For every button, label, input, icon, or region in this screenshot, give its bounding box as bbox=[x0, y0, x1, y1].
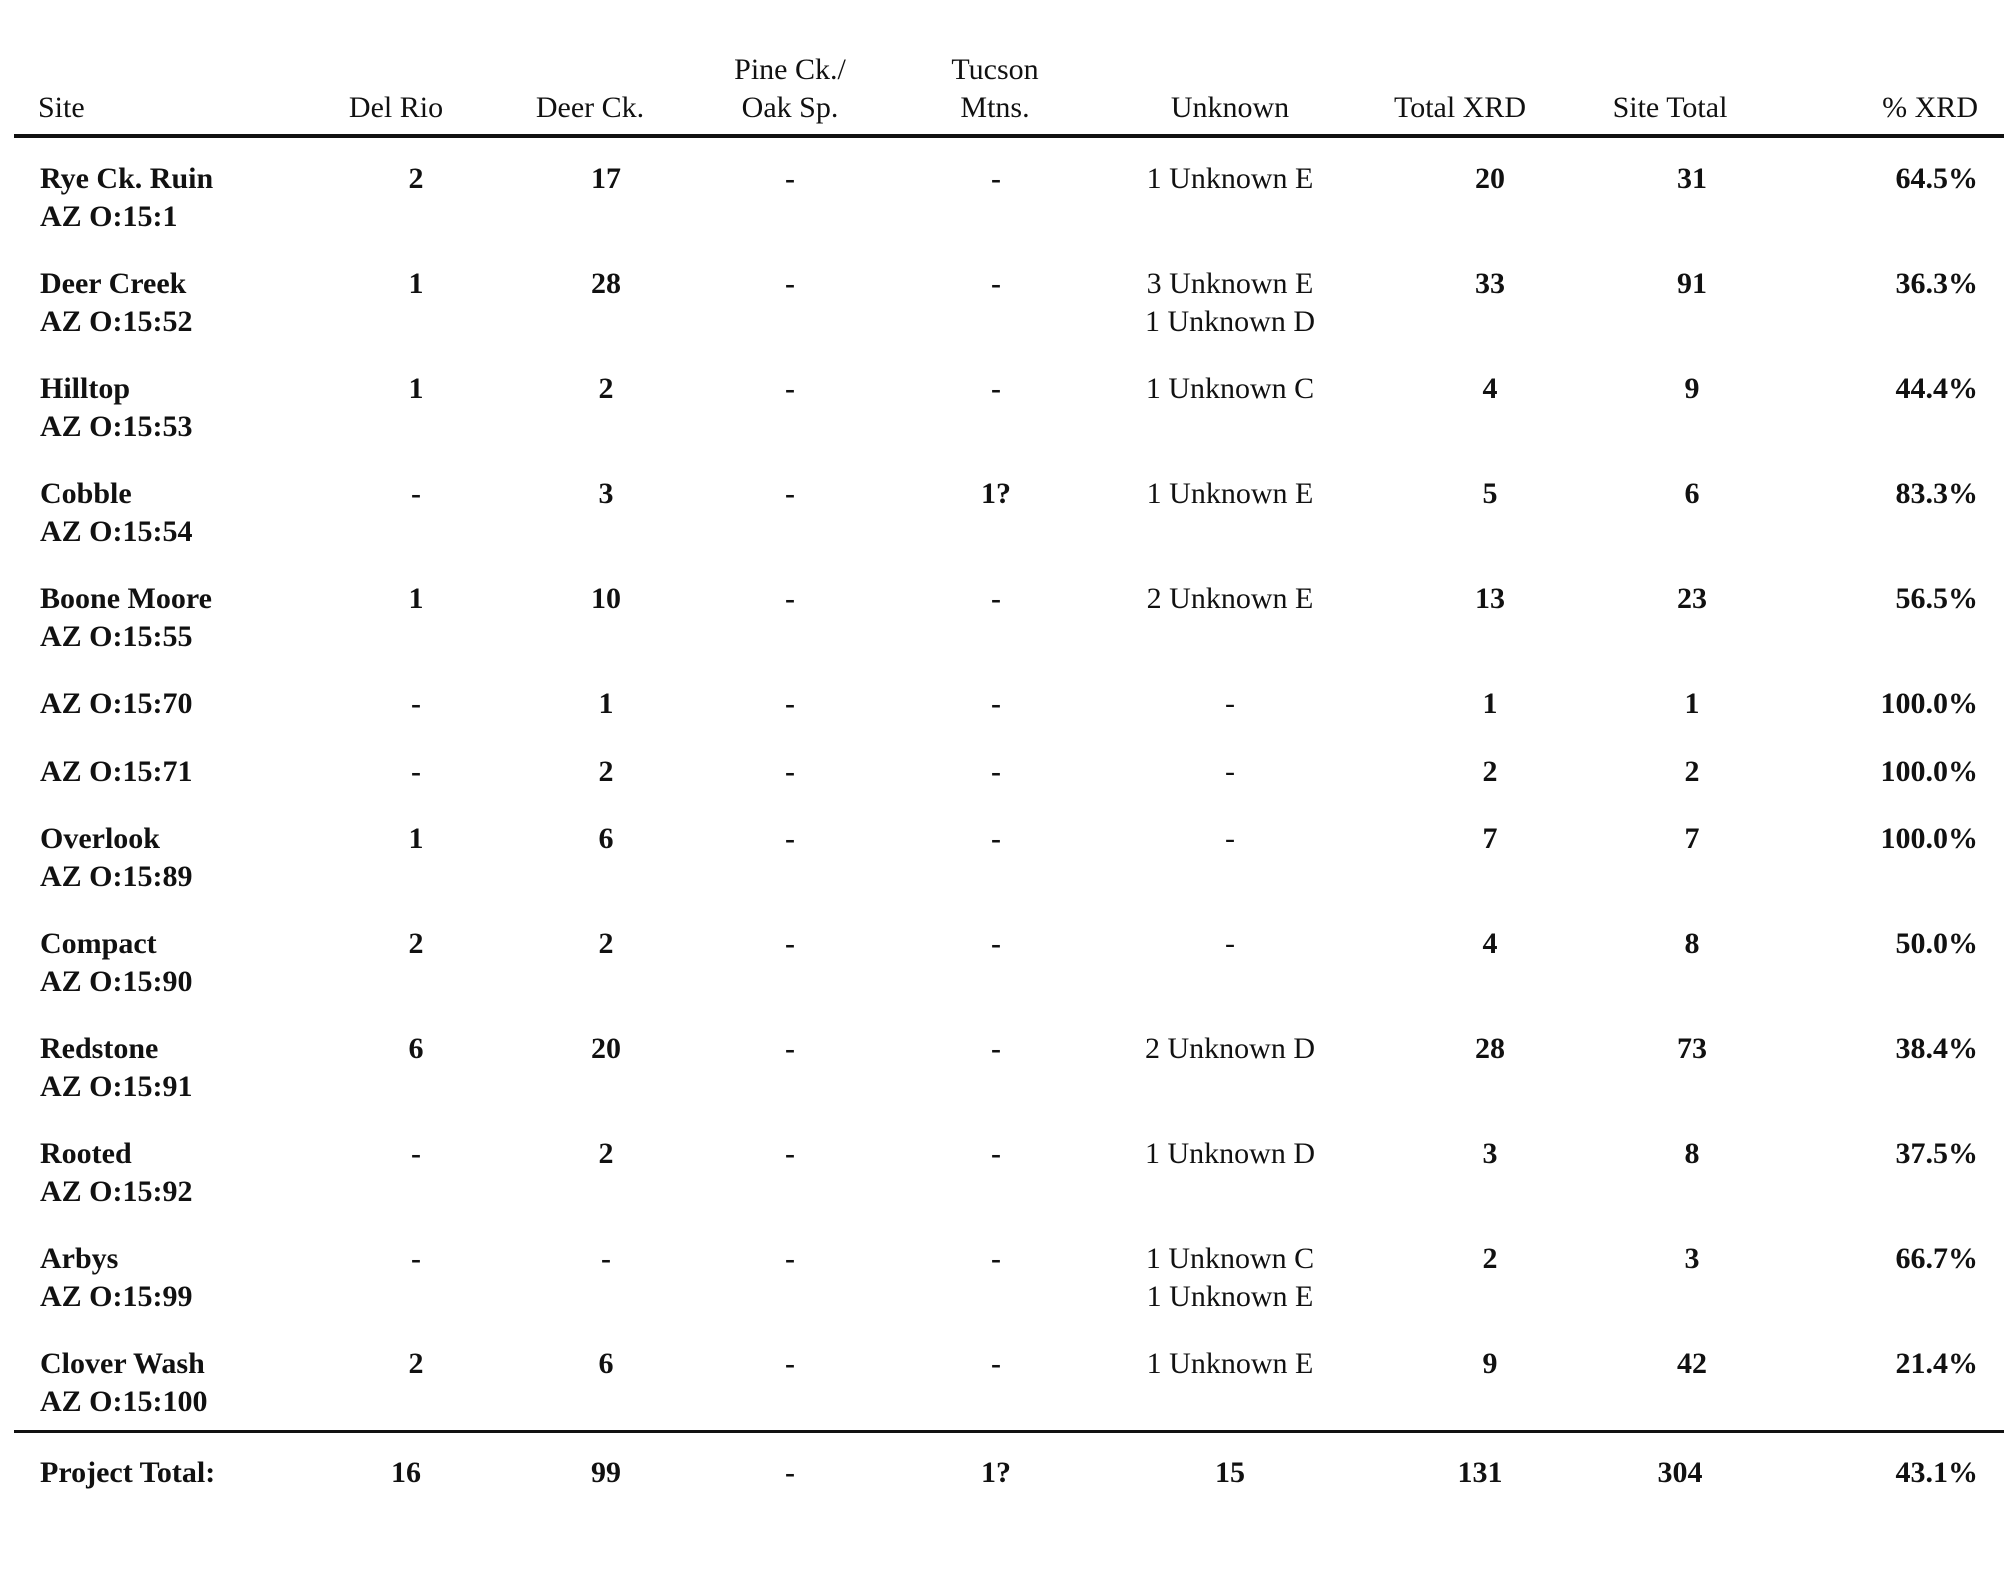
cell-unknown: 2 Unknown E bbox=[1146, 582, 1314, 615]
site-name: Hilltop bbox=[40, 372, 131, 405]
cell-unknown: - bbox=[1225, 687, 1235, 720]
cell-site-total: 91 bbox=[1677, 267, 1707, 300]
cell-del-rio: - bbox=[411, 755, 421, 788]
cell-pct-xrd: 44.4% bbox=[1895, 372, 1978, 405]
cell-deer-ck: - bbox=[601, 1242, 611, 1275]
cell-total-xrd: 4 bbox=[1482, 372, 1498, 405]
site-name: Boone Moore bbox=[40, 582, 212, 615]
cell-deer-ck: 17 bbox=[591, 162, 621, 195]
header-total-xrd: Total XRD bbox=[1393, 91, 1527, 124]
cell-pine-ck: - bbox=[785, 477, 795, 510]
cell-tucson: - bbox=[991, 927, 1001, 960]
cell-tucson: 1? bbox=[981, 477, 1011, 510]
cell-pct-xrd: 66.7% bbox=[1895, 1242, 1978, 1275]
cell-pine-ck: - bbox=[785, 1137, 795, 1170]
cell-pct-xrd: 36.3% bbox=[1895, 267, 1978, 300]
cell-total-xrd: 5 bbox=[1482, 477, 1498, 510]
cell-total-xrd: 28 bbox=[1475, 1032, 1505, 1065]
cell-unknown: 1 Unknown E bbox=[1146, 1280, 1314, 1313]
site-code: AZ O:15:92 bbox=[40, 1175, 193, 1208]
site-name: AZ O:15:71 bbox=[40, 755, 193, 788]
cell-total-xrd: 7 bbox=[1482, 822, 1498, 855]
cell-total-xrd: 3 bbox=[1482, 1137, 1498, 1170]
site-code: AZ O:15:90 bbox=[40, 965, 193, 998]
cell-site-total: 7 bbox=[1684, 822, 1700, 855]
cell-pct-xrd: 56.5% bbox=[1895, 582, 1978, 615]
cell-total-xrd: 20 bbox=[1475, 162, 1505, 195]
site-name: Redstone bbox=[40, 1032, 159, 1065]
site-code: AZ O:15:99 bbox=[40, 1280, 193, 1313]
cell-unknown: 1 Unknown E bbox=[1146, 477, 1314, 510]
cell-total-xrd: 9 bbox=[1482, 1347, 1498, 1380]
cell-site-total: 3 bbox=[1684, 1242, 1700, 1275]
cell-tucson: - bbox=[991, 822, 1001, 855]
cell-total-xrd: 1 bbox=[1482, 687, 1498, 720]
cell-del-rio: 1 bbox=[408, 822, 424, 855]
cell-unknown: 1 Unknown E bbox=[1146, 162, 1314, 195]
site-name: Rooted bbox=[40, 1137, 132, 1170]
cell-site-total: 23 bbox=[1677, 582, 1707, 615]
header-pine-ck-line2: Oak Sp. bbox=[741, 91, 839, 124]
cell-pct-xrd: 21.4% bbox=[1895, 1347, 1978, 1380]
cell-site-total: 42 bbox=[1677, 1347, 1707, 1380]
site-name: Overlook bbox=[40, 822, 160, 855]
site-code: AZ O:15:52 bbox=[40, 305, 193, 338]
cell-site-total: 73 bbox=[1677, 1032, 1707, 1065]
cell-pine-ck: - bbox=[785, 372, 795, 405]
cell-del-rio: - bbox=[411, 1137, 421, 1170]
cell-pine-ck: - bbox=[785, 822, 795, 855]
site-code: AZ O:15:1 bbox=[40, 200, 178, 233]
cell-deer-ck: 2 bbox=[598, 927, 614, 960]
cell-site-total: 31 bbox=[1677, 162, 1707, 195]
site-name: Compact bbox=[40, 927, 157, 960]
cell-pine-ck: - bbox=[785, 1242, 795, 1275]
cell-deer-ck: 20 bbox=[591, 1032, 621, 1065]
cell-deer-ck: 3 bbox=[598, 477, 614, 510]
site-name: Deer Creek bbox=[40, 267, 187, 300]
cell-deer-ck: 1 bbox=[598, 687, 614, 720]
cell-pct-xrd: 100.0% bbox=[1880, 687, 1978, 720]
cell-unknown: 1 Unknown E bbox=[1146, 1347, 1314, 1380]
cell-del-rio: 1 bbox=[408, 582, 424, 615]
site-name: Arbys bbox=[40, 1242, 119, 1275]
cell-del-rio: 6 bbox=[408, 1032, 424, 1065]
footer-label: Project Total: bbox=[40, 1456, 216, 1489]
cell-pine-ck: - bbox=[785, 582, 795, 615]
total-rule bbox=[14, 1430, 2004, 1433]
header-unknown: Unknown bbox=[1170, 91, 1290, 124]
cell-tucson: - bbox=[991, 1347, 1001, 1380]
cell-pct-xrd: 50.0% bbox=[1895, 927, 1978, 960]
cell-unknown: 2 Unknown D bbox=[1145, 1032, 1315, 1065]
site-name: Cobble bbox=[40, 477, 132, 510]
cell-site-total: 1 bbox=[1684, 687, 1700, 720]
cell-unknown: 1 Unknown C bbox=[1145, 372, 1315, 405]
site-code: AZ O:15:54 bbox=[40, 515, 193, 548]
footer-total-xrd: 131 bbox=[1457, 1456, 1503, 1489]
cell-unknown: 1 Unknown C bbox=[1145, 1242, 1315, 1275]
site-code: AZ O:15:100 bbox=[40, 1385, 208, 1418]
cell-unknown: 3 Unknown E bbox=[1146, 267, 1314, 300]
cell-del-rio: 2 bbox=[408, 1347, 424, 1380]
site-code: AZ O:15:91 bbox=[40, 1070, 193, 1103]
cell-unknown: - bbox=[1225, 927, 1235, 960]
cell-pine-ck: - bbox=[785, 927, 795, 960]
cell-del-rio: - bbox=[411, 477, 421, 510]
cell-site-total: 8 bbox=[1684, 1137, 1700, 1170]
cell-pine-ck: - bbox=[785, 1347, 795, 1380]
footer-pine-ck: - bbox=[785, 1456, 795, 1489]
cell-tucson: - bbox=[991, 1032, 1001, 1065]
cell-pine-ck: - bbox=[785, 755, 795, 788]
site-code: AZ O:15:55 bbox=[40, 620, 193, 653]
cell-deer-ck: 2 bbox=[598, 1137, 614, 1170]
cell-total-xrd: 4 bbox=[1482, 927, 1498, 960]
cell-del-rio: 1 bbox=[408, 372, 424, 405]
cell-total-xrd: 2 bbox=[1482, 1242, 1498, 1275]
cell-deer-ck: 6 bbox=[598, 1347, 614, 1380]
cell-site-total: 8 bbox=[1684, 927, 1700, 960]
cell-pct-xrd: 64.5% bbox=[1895, 162, 1978, 195]
cell-site-total: 6 bbox=[1684, 477, 1700, 510]
cell-del-rio: 1 bbox=[408, 267, 424, 300]
cell-unknown: - bbox=[1225, 755, 1235, 788]
cell-total-xrd: 2 bbox=[1482, 755, 1498, 788]
cell-deer-ck: 2 bbox=[598, 372, 614, 405]
cell-deer-ck: 10 bbox=[591, 582, 621, 615]
cell-del-rio: 2 bbox=[408, 927, 424, 960]
header-pine-ck-line1: Pine Ck./ bbox=[734, 53, 846, 86]
site-code: AZ O:15:53 bbox=[40, 410, 193, 443]
cell-unknown: 1 Unknown D bbox=[1145, 1137, 1315, 1170]
footer-pct-xrd: 43.1% bbox=[1895, 1456, 1978, 1489]
cell-pct-xrd: 37.5% bbox=[1895, 1137, 1978, 1170]
footer-del-rio: 16 bbox=[391, 1456, 421, 1489]
site-name: AZ O:15:70 bbox=[40, 687, 193, 720]
header-site-total: Site Total bbox=[1612, 91, 1728, 124]
cell-pine-ck: - bbox=[785, 162, 795, 195]
cell-unknown: 1 Unknown D bbox=[1145, 305, 1315, 338]
header-rule bbox=[14, 134, 2004, 138]
footer-tucson: 1? bbox=[981, 1456, 1011, 1489]
cell-tucson: - bbox=[991, 1242, 1001, 1275]
cell-pine-ck: - bbox=[785, 687, 795, 720]
cell-tucson: - bbox=[991, 582, 1001, 615]
cell-tucson: - bbox=[991, 372, 1001, 405]
header-tucson-line2: Mtns. bbox=[960, 91, 1030, 124]
cell-del-rio: 2 bbox=[408, 162, 424, 195]
cell-tucson: - bbox=[991, 687, 1001, 720]
cell-tucson: - bbox=[991, 267, 1001, 300]
cell-tucson: - bbox=[991, 1137, 1001, 1170]
header-site: Site bbox=[38, 91, 85, 124]
cell-site-total: 2 bbox=[1684, 755, 1700, 788]
footer-site-total: 304 bbox=[1657, 1456, 1703, 1489]
header-del-rio: Del Rio bbox=[348, 91, 444, 124]
footer-unknown: 15 bbox=[1215, 1456, 1245, 1489]
header-tucson-line1: Tucson bbox=[951, 53, 1039, 86]
cell-pct-xrd: 100.0% bbox=[1880, 822, 1978, 855]
cell-total-xrd: 13 bbox=[1475, 582, 1505, 615]
cell-del-rio: - bbox=[411, 1242, 421, 1275]
cell-pine-ck: - bbox=[785, 1032, 795, 1065]
cell-unknown: - bbox=[1225, 822, 1235, 855]
cell-pct-xrd: 38.4% bbox=[1895, 1032, 1978, 1065]
site-name: Clover Wash bbox=[40, 1347, 205, 1380]
footer-deer-ck: 99 bbox=[591, 1456, 621, 1489]
cell-pct-xrd: 83.3% bbox=[1895, 477, 1978, 510]
cell-site-total: 9 bbox=[1684, 372, 1700, 405]
cell-pine-ck: - bbox=[785, 267, 795, 300]
site-code: AZ O:15:89 bbox=[40, 860, 193, 893]
cell-tucson: - bbox=[991, 755, 1001, 788]
header-pct-xrd: % XRD bbox=[1882, 91, 1978, 124]
site-name: Rye Ck. Ruin bbox=[40, 162, 214, 195]
cell-tucson: - bbox=[991, 162, 1001, 195]
cell-total-xrd: 33 bbox=[1475, 267, 1505, 300]
header-deer-ck: Deer Ck. bbox=[535, 91, 645, 124]
cell-del-rio: - bbox=[411, 687, 421, 720]
cell-pct-xrd: 100.0% bbox=[1880, 755, 1978, 788]
cell-deer-ck: 6 bbox=[598, 822, 614, 855]
cell-deer-ck: 28 bbox=[591, 267, 621, 300]
cell-deer-ck: 2 bbox=[598, 755, 614, 788]
